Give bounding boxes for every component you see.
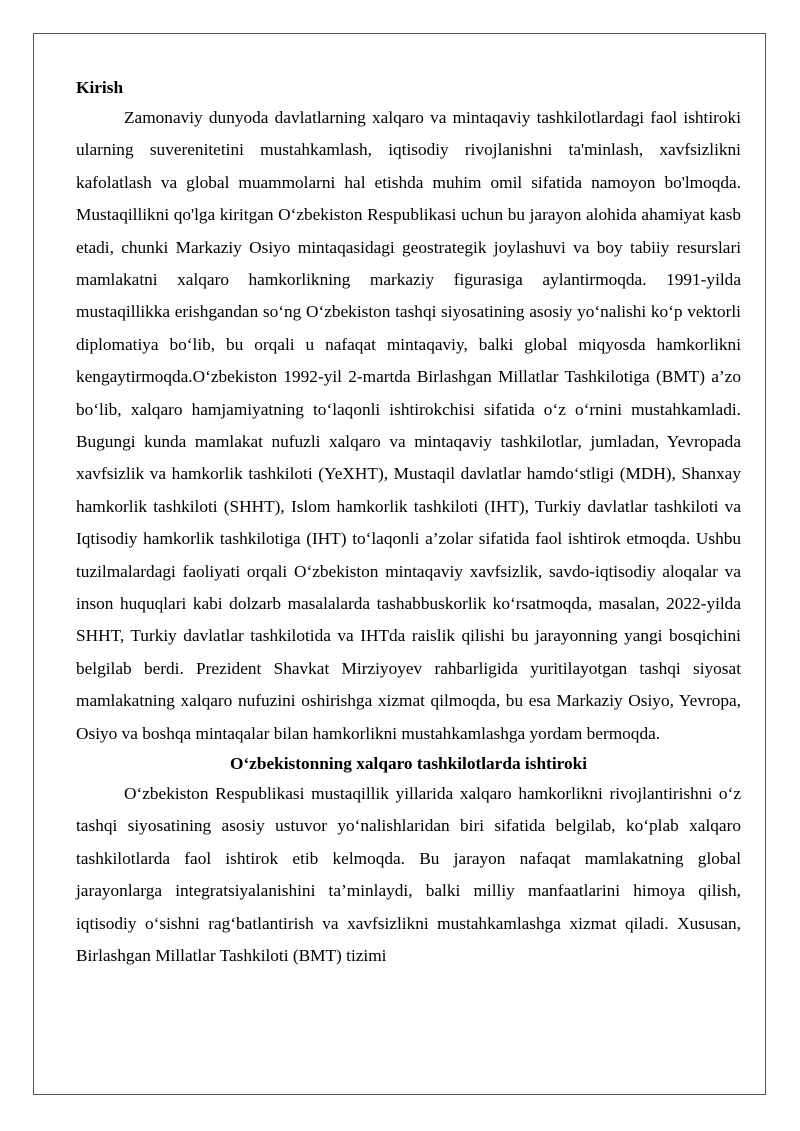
intro-heading: Kirish (76, 78, 124, 97)
section-paragraph: O‘zbekiston Respublikasi mustaqillik yillarida xalqaro hamkorlikni rivojlantirishni o‘z tashqi siyosatining asosiy ustuvor yo‘nalishlaridan biri sifatida belgilab, ko‘plab xalqaro tashkilotlarda faol ishtirok etib kelmoqda. Bu jarayon nafaqat mamlakatning global jarayonlarga integratsiyalanishini ta’minlaydi, balki milliy manfaatlarini himoya qilish, iqtisodiy o‘sishni rag‘batlantirish va xavfsizlikni mustahkamlashga xizmat qiladi. Xususan, Birlashgan Millatlar Tashkiloti (BMT) tizimi (76, 783, 741, 965)
intro-paragraph: Zamonaviy dunyoda davlatlarning xalqaro va mintaqaviy tashkilotlardagi faol ishtiroki ularning suverenitetini mustahkamlash, iqtisodiy rivojlanishni ta'minlash, xavfsizlikni kafolatlash va global muammolarni hal etishda muhim omil sifatida namoyon bo'lmoqda. Mustaqillikni qo'lga kiritgan O‘zbekiston Respublikasi uchun bu jarayon alohida ahamiyat kasb etadi, chunki Markaziy Osiyo mintaqasidagi geostrategik joylashuvi va boy tabiiy resurslari mamlakatni xalqaro hamkorlikning markaziy figurasiga aylantirmoqda. 1991-yilda mustaqillikka erishgandan so‘ng O‘zbekiston tashqi siyosatining asosiy yo‘nalishi ko‘p vektorli diplomatiya bo‘lib, bu orqali u nafaqat mintaqaviy, balki global miqyosda hamkorlikni kengaytirmoqda.O‘zbekiston 1992-yil 2-martda Birlashgan Millatlar Tashkilotiga (BMT) a’zo bo‘lib, xalqaro hamjamiyatning to‘laqonli ishtirokchisi sifatida o‘z o‘rnini mustahkamladi. Bugungi kunda mamlakat nufuzli xalqaro va mintaqaviy tashkilotlar, jumladan, Yevropada xavfsizlik va hamkorlik tashkiloti (YeXHT), Mustaqil davlatlar hamdo‘stligi (MDH), Shanxay hamkorlik tashkiloti (SHHT), Islom hamkorlik tashkiloti (IHT), Turkiy davlatlar tashkiloti va Iqtisodiy hamkorlik tashkilotiga (IHT) to‘laqonli a’zolar sifatida faol ishtirok etmoqda. Ushbu tuzilmalardagi faoliyati orqali O‘zbekiston mintaqaviy xavfsizlik, savdo-iqtisodiy aloqalar va inson huquqlari kabi dolzarb masalalarda tashabbuskorlik ko‘rsatmoqda, masalan, 2022-yilda SHHT, Turkiy davlatlar tashkilotida va IHTda raislik qilishi bu jarayonning yangi bosqichini belgilab berdi. Prezident Shavkat Mirziyoyev rahbarligida yuritilayotgan tashqi siyosat mamlakatning xalqaro nufuzini oshirishga xizmat qilmoqda, bu esa Markaziy Osiyo, Yevropa, Osiyo va boshqa mintaqalar bilan hamkorlikni mustahkamlashga yordam bermoqda. (76, 107, 741, 743)
section-heading: O‘zbekistonning xalqaro tashkilotlarda ishtiroki (229, 754, 588, 774)
document-body (76, 74, 741, 972)
